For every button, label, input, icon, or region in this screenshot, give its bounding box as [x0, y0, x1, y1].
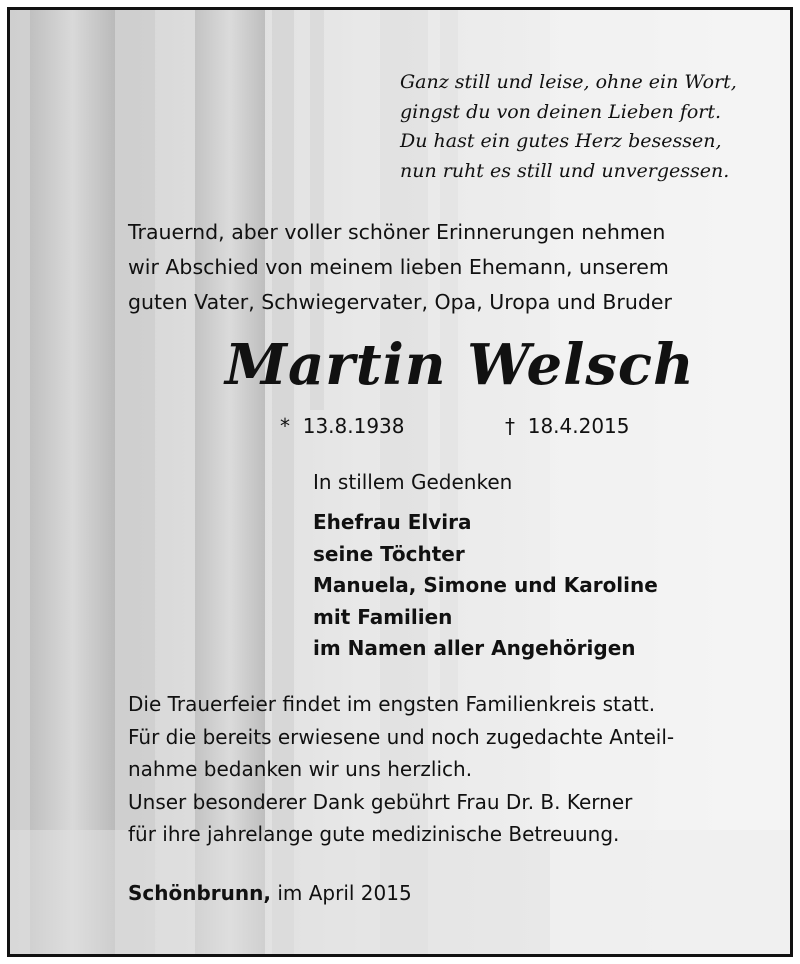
- deceased-name: Martin Welsch: [225, 332, 695, 398]
- birth-symbol: *: [280, 414, 290, 438]
- poem-block: [400, 68, 737, 186]
- poem-line: nun ruht es still und unvergessen.: [400, 159, 730, 182]
- closing-line: Unser besonderer Dank gebührt Frau Dr. B. Kerner: [128, 789, 633, 814]
- memory-line: In stillem Gedenken: [313, 470, 513, 494]
- obituary-frame: [7, 7, 793, 957]
- birth-date-value: 13.8.1938: [302, 414, 405, 438]
- family-line: mit Familien: [313, 604, 453, 629]
- closing-line: nahme bedanken wir uns herzlich.: [128, 757, 473, 781]
- death-date: [505, 412, 630, 440]
- closing-text: [128, 688, 674, 851]
- place-date: [128, 878, 412, 908]
- closing-line: Für die bereits erwiesene und noch zugedachte Anteil-: [128, 724, 675, 749]
- intro-line: guten Vater, Schwiegervater, Opa, Uropa und Bruder: [128, 290, 672, 314]
- place-city: Schönbrunn,: [128, 881, 271, 905]
- poem-line: Ganz still und leise, ohne ein Wort,: [400, 71, 737, 93]
- family-line: seine Töchter: [313, 541, 465, 566]
- poem-line: gingst du von deinen Lieben fort.: [400, 100, 722, 123]
- intro-line: wir Abschied von meinem lieben Ehemann, unserem: [128, 255, 669, 279]
- death-date-value: 18.4.2015: [527, 414, 630, 438]
- family-line: Ehefrau Elvira: [313, 510, 472, 534]
- family-line: Manuela, Simone und Karoline: [313, 573, 658, 597]
- closing-line: für ihre jahrelange gute medizinische Betreuung.: [128, 822, 620, 846]
- family-list: [313, 507, 658, 665]
- family-line: im Namen aller Angehörigen: [313, 636, 636, 660]
- place-date-text: im April 2015: [277, 881, 412, 905]
- intro-text: [128, 215, 672, 320]
- intro-line: Trauernd, aber voller schöner Erinnerungen nehmen: [128, 220, 666, 244]
- death-symbol: †: [505, 414, 515, 438]
- birth-date: [280, 412, 405, 440]
- poem-line: Du hast ein gutes Herz besessen,: [400, 130, 722, 152]
- closing-line: Die Trauerfeier findet im engsten Familienkreis statt.: [128, 692, 656, 716]
